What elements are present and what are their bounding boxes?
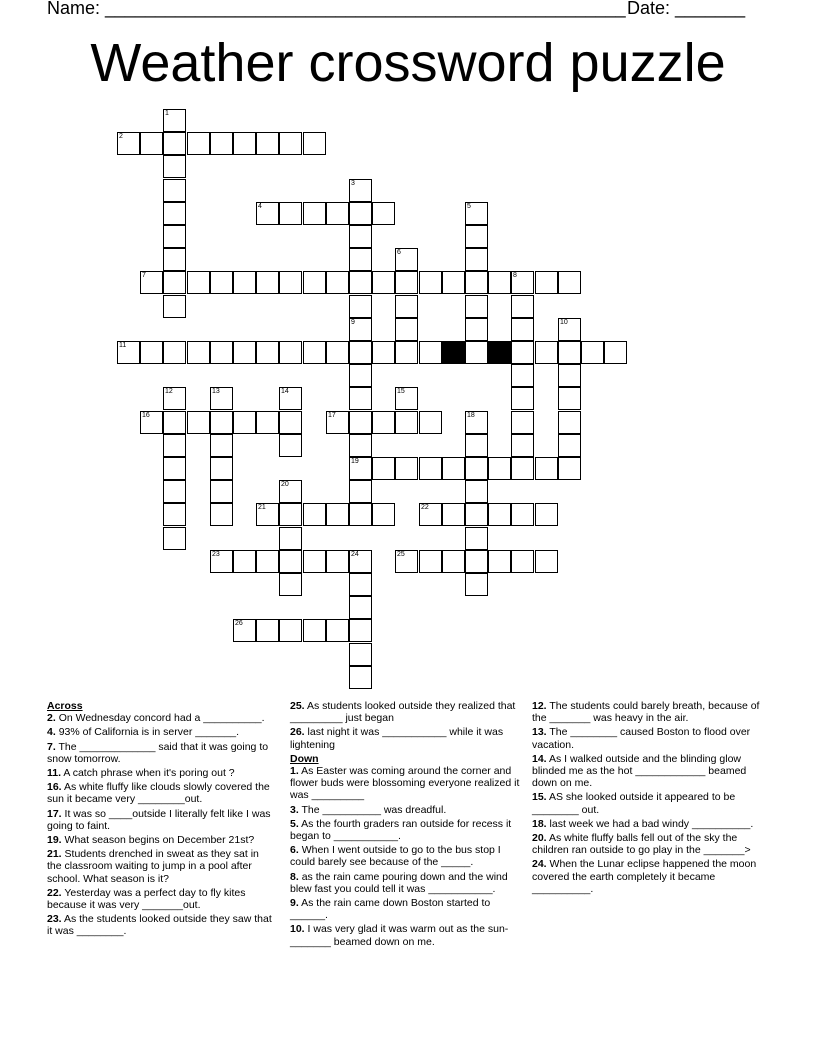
grid-cell[interactable] <box>535 457 558 480</box>
clue-number: 4. <box>47 726 56 739</box>
down-clue <box>532 858 768 895</box>
grid-cell[interactable] <box>163 109 186 132</box>
down-clue <box>290 765 522 802</box>
grid-cell[interactable] <box>210 132 233 155</box>
clue-text: The __________ was dreadful. <box>301 803 447 816</box>
grid-cell[interactable] <box>163 411 186 434</box>
clue-number-label: 15 <box>397 388 405 395</box>
grid-cell[interactable] <box>558 364 581 387</box>
grid-cell[interactable] <box>349 434 372 457</box>
grid-cell[interactable] <box>511 411 534 434</box>
grid-cell[interactable] <box>233 271 256 294</box>
clue-number: 13. <box>532 726 547 739</box>
grid-cell[interactable] <box>419 271 442 294</box>
grid-cell[interactable] <box>349 550 372 573</box>
grid-cell[interactable] <box>465 295 488 318</box>
clue-text: As students looked outside they realized that _________ just began <box>290 700 516 725</box>
grid-cell[interactable] <box>465 341 488 364</box>
grid-cell[interactable] <box>279 411 302 434</box>
grid-cell[interactable] <box>604 341 627 364</box>
grid-cell[interactable] <box>303 202 326 225</box>
grid-cell[interactable] <box>349 248 372 271</box>
grid-cell[interactable] <box>140 411 163 434</box>
grid-cell[interactable] <box>210 503 233 526</box>
clues-column-1 <box>47 700 275 940</box>
grid-cell[interactable] <box>326 619 349 642</box>
clue-number-label: 2 <box>119 133 123 140</box>
grid-cell[interactable] <box>488 550 511 573</box>
grid-cell[interactable] <box>187 411 210 434</box>
across-clue <box>290 700 522 724</box>
grid-cell[interactable] <box>419 550 442 573</box>
grid-cell[interactable] <box>372 341 395 364</box>
grid-cell[interactable] <box>349 480 372 503</box>
grid-cell[interactable] <box>163 387 186 410</box>
grid-cell[interactable] <box>233 619 256 642</box>
clue-text: Yesterday was a perfect day to fly kites because it was very _______out. <box>47 886 246 912</box>
clue-number: 11. <box>47 767 62 780</box>
grid-cell[interactable] <box>279 387 302 410</box>
clue-number-label: 5 <box>467 203 471 210</box>
clue-text: The students could barely breath, because of the _______ was heavy in the air. <box>532 700 760 725</box>
clue-text: as the rain came pouring down and the wind blew fast you could tell it was ___________. <box>290 870 508 895</box>
grid-cell[interactable] <box>465 480 488 503</box>
clue-number-label: 8 <box>513 272 517 279</box>
across-clue <box>47 767 275 779</box>
clue-text: As the students looked outside they saw that it was ________. <box>47 913 272 938</box>
down-clue <box>290 923 522 947</box>
grid-cell[interactable] <box>511 364 534 387</box>
grid-cell[interactable] <box>326 503 349 526</box>
across-clue-list-part-2 <box>290 700 522 751</box>
grid-cell[interactable] <box>279 619 302 642</box>
clue-number-label: 17 <box>328 412 336 419</box>
blocked-cell <box>442 341 465 364</box>
clue-text: As white fluffy balls fell out of the sky the children ran outside to go play in the _______> <box>532 832 751 857</box>
clue-number-label: 14 <box>281 388 289 395</box>
grid-cell[interactable] <box>256 411 279 434</box>
clue-number-label: 22 <box>421 504 429 511</box>
clue-text: A catch phrase when it's poring out ? <box>63 767 235 780</box>
grid-cell[interactable] <box>187 271 210 294</box>
clue-number-label: 1 <box>165 110 169 117</box>
grid-cell[interactable] <box>163 295 186 318</box>
clue-number-label: 13 <box>212 388 220 395</box>
clue-number-label: 26 <box>235 620 243 627</box>
grid-cell[interactable] <box>535 550 558 573</box>
grid-cell[interactable] <box>163 225 186 248</box>
grid-cell[interactable] <box>395 318 418 341</box>
grid-cell[interactable] <box>256 202 279 225</box>
grid-cell[interactable] <box>210 550 233 573</box>
clue-text: Students drenched in sweat as they sat in the classroom waiting to jump in a pool after school. What season is it? <box>47 848 259 885</box>
clue-number: 15. <box>532 791 547 804</box>
clue-text: As Easter was coming around the corner and flower buds were blossoming everyone realized it was _________ <box>290 765 520 802</box>
clue-number: 1. <box>290 765 299 778</box>
grid-cell[interactable] <box>326 271 349 294</box>
date-label: Date: <box>627 0 671 18</box>
puzzle-title: Weather crossword puzzle <box>90 33 726 93</box>
down-clue <box>532 700 768 724</box>
grid-cell[interactable] <box>279 527 302 550</box>
clue-text: 93% of California is in server _______. <box>58 726 240 739</box>
grid-cell[interactable] <box>279 480 302 503</box>
grid-cell[interactable] <box>511 387 534 410</box>
grid-cell[interactable] <box>558 341 581 364</box>
grid-cell[interactable] <box>465 434 488 457</box>
grid-cell[interactable] <box>372 411 395 434</box>
clue-number-label: 7 <box>142 272 146 279</box>
grid-cell[interactable] <box>349 503 372 526</box>
grid-cell[interactable] <box>279 434 302 457</box>
grid-cell[interactable] <box>349 179 372 202</box>
clues-column-2 <box>290 700 522 950</box>
down-clue <box>532 832 768 856</box>
across-clue <box>47 781 275 805</box>
grid-cell[interactable] <box>395 457 418 480</box>
grid-cell[interactable] <box>256 132 279 155</box>
clue-number: 25. <box>290 700 305 712</box>
name-blank-line: ____________________________________________________ <box>105 0 626 18</box>
grid-cell[interactable] <box>465 271 488 294</box>
grid-cell[interactable] <box>279 132 302 155</box>
grid-cell[interactable] <box>303 132 326 155</box>
grid-cell[interactable] <box>326 341 349 364</box>
clue-text: It was so ____outside I literally felt like I was going to faint. <box>47 807 271 832</box>
clue-text: As the rain came down Boston started to ______. <box>290 897 491 922</box>
grid-cell[interactable] <box>511 318 534 341</box>
down-clue <box>290 844 522 868</box>
grid-cell[interactable] <box>442 271 465 294</box>
across-clue <box>290 726 522 750</box>
grid-cell[interactable] <box>349 619 372 642</box>
grid-cell[interactable] <box>395 295 418 318</box>
clue-number: 20. <box>532 832 547 845</box>
grid-cell[interactable] <box>558 457 581 480</box>
down-clue-list-part-1 <box>290 765 522 948</box>
grid-cell[interactable] <box>349 411 372 434</box>
grid-cell[interactable] <box>210 457 233 480</box>
grid-cell[interactable] <box>163 434 186 457</box>
grid-cell[interactable] <box>187 341 210 364</box>
clue-number-label: 12 <box>165 388 173 395</box>
grid-cell[interactable] <box>163 480 186 503</box>
grid-cell[interactable] <box>303 341 326 364</box>
down-clue <box>290 871 522 895</box>
clue-text: last night it was ___________ while it was lightening <box>290 726 504 751</box>
clue-number: 26. <box>290 726 305 739</box>
grid-cell[interactable] <box>210 271 233 294</box>
clue-text: The ________ caused Boston to flood over vacation. <box>532 726 751 751</box>
clue-number: 17. <box>47 807 62 820</box>
down-clue <box>290 897 522 921</box>
clue-text: When I went outside to go to the bus stop I could barely see because of the _____. <box>290 844 501 869</box>
grid-cell[interactable] <box>326 411 349 434</box>
down-clue <box>532 791 768 815</box>
grid-cell[interactable] <box>465 248 488 271</box>
clue-number-label: 23 <box>212 551 220 558</box>
grid-cell[interactable] <box>349 387 372 410</box>
grid-cell[interactable] <box>419 411 442 434</box>
clue-text: As I walked outside and the blinding glow blinded me as the hot ____________ beamed down on me. <box>532 752 747 790</box>
grid-cell[interactable] <box>163 341 186 364</box>
date-blank-line: _______ <box>675 0 746 18</box>
clue-text: I was very glad it was warm out as the sun- _______ beamed down on me. <box>290 923 509 948</box>
grid-cell[interactable] <box>233 341 256 364</box>
grid-cell[interactable] <box>488 271 511 294</box>
grid-cell[interactable] <box>210 434 233 457</box>
clue-number-label: 19 <box>351 458 359 465</box>
grid-cell[interactable] <box>233 411 256 434</box>
clue-number-label: 24 <box>351 551 359 558</box>
grid-cell[interactable] <box>395 387 418 410</box>
grid-cell[interactable] <box>372 202 395 225</box>
grid-cell[interactable] <box>210 387 233 410</box>
grid-cell[interactable] <box>303 503 326 526</box>
grid-cell[interactable] <box>140 132 163 155</box>
clue-number: 3. <box>290 803 299 816</box>
grid-cell[interactable] <box>256 619 279 642</box>
grid-cell[interactable] <box>511 503 534 526</box>
grid-cell[interactable] <box>558 271 581 294</box>
grid-cell[interactable] <box>303 619 326 642</box>
grid-cell[interactable] <box>163 202 186 225</box>
grid-cell[interactable] <box>395 550 418 573</box>
clue-number: 5. <box>290 817 299 830</box>
grid-cell[interactable] <box>349 457 372 480</box>
down-clue <box>290 818 522 842</box>
grid-cell[interactable] <box>395 411 418 434</box>
grid-cell[interactable] <box>349 202 372 225</box>
across-heading: Across <box>47 700 83 712</box>
grid-cell[interactable] <box>349 643 372 666</box>
grid-cell[interactable] <box>535 341 558 364</box>
grid-cell[interactable] <box>535 271 558 294</box>
down-clue <box>290 804 522 816</box>
grid-cell[interactable] <box>256 271 279 294</box>
grid-cell[interactable] <box>279 271 302 294</box>
grid-cell[interactable] <box>279 202 302 225</box>
grid-cell[interactable] <box>349 341 372 364</box>
clue-number: 18. <box>532 817 547 830</box>
grid-cell[interactable] <box>163 155 186 178</box>
clue-text: As white fluffy like clouds slowly covered the sun it became very ________out. <box>47 781 270 806</box>
grid-cell[interactable] <box>303 271 326 294</box>
grid-cell[interactable] <box>465 503 488 526</box>
grid-cell[interactable] <box>279 550 302 573</box>
clue-text: When the Lunar eclipse happened the moon covered the earth completely it became __________. <box>532 858 757 895</box>
grid-cell[interactable] <box>465 457 488 480</box>
grid-cell[interactable] <box>163 503 186 526</box>
down-clue <box>532 726 768 750</box>
clue-text: AS she looked outside it appeared to be ________ out. <box>532 791 736 816</box>
grid-cell[interactable] <box>210 480 233 503</box>
clue-number-label: 9 <box>351 319 355 326</box>
grid-cell[interactable] <box>372 271 395 294</box>
grid-cell[interactable] <box>511 341 534 364</box>
clue-number: 7. <box>47 740 56 753</box>
grid-cell[interactable] <box>140 341 163 364</box>
grid-cell[interactable] <box>465 527 488 550</box>
grid-cell[interactable] <box>372 503 395 526</box>
grid-cell[interactable] <box>511 434 534 457</box>
clue-number-label: 10 <box>560 319 568 326</box>
clue-number-label: 20 <box>281 481 289 488</box>
grid-cell[interactable] <box>372 457 395 480</box>
grid-cell[interactable] <box>117 341 140 364</box>
clue-number: 9. <box>290 897 299 910</box>
clue-number-label: 18 <box>467 412 475 419</box>
grid-cell[interactable] <box>465 318 488 341</box>
grid-cell[interactable] <box>465 225 488 248</box>
clue-number: 14. <box>532 752 547 765</box>
grid-cell[interactable] <box>279 573 302 596</box>
clue-number: 19. <box>47 834 62 847</box>
clue-text: As the fourth graders ran outside for recess it began to ___________. <box>290 817 512 843</box>
grid-cell[interactable] <box>488 503 511 526</box>
grid-cell[interactable] <box>233 550 256 573</box>
across-clue <box>47 834 275 846</box>
grid-cell[interactable] <box>511 271 534 294</box>
grid-cell[interactable] <box>349 271 372 294</box>
clue-number-label: 6 <box>397 249 401 256</box>
grid-cell[interactable] <box>349 318 372 341</box>
grid-cell[interactable] <box>558 411 581 434</box>
across-clue <box>47 741 275 765</box>
grid-cell[interactable] <box>349 225 372 248</box>
grid-cell[interactable] <box>210 411 233 434</box>
blocked-cell <box>488 341 511 364</box>
clue-number: 10. <box>290 923 305 936</box>
grid-cell[interactable] <box>419 503 442 526</box>
grid-cell[interactable] <box>163 248 186 271</box>
grid-cell[interactable] <box>349 573 372 596</box>
grid-cell[interactable] <box>511 550 534 573</box>
grid-cell[interactable] <box>395 248 418 271</box>
grid-cell[interactable] <box>349 364 372 387</box>
across-clue-list-part-1 <box>47 712 275 937</box>
clue-number-label: 21 <box>258 504 266 511</box>
across-clue <box>47 848 275 885</box>
clue-text: The _____________ said that it was going to snow tomorrow. <box>47 740 269 765</box>
clue-number-label: 11 <box>119 342 127 349</box>
grid-cell[interactable] <box>511 457 534 480</box>
grid-cell[interactable] <box>279 503 302 526</box>
grid-cell[interactable] <box>442 503 465 526</box>
across-clue <box>47 887 275 911</box>
grid-cell[interactable] <box>163 457 186 480</box>
across-clue <box>47 712 275 724</box>
down-clue <box>532 753 768 790</box>
clue-number: 24. <box>532 858 547 871</box>
down-heading: Down <box>290 752 319 765</box>
clue-number: 16. <box>47 781 62 794</box>
grid-cell[interactable] <box>465 411 488 434</box>
grid-cell[interactable] <box>442 550 465 573</box>
grid-cell[interactable] <box>326 550 349 573</box>
grid-cell[interactable] <box>279 341 302 364</box>
down-clue <box>532 818 768 830</box>
grid-cell[interactable] <box>163 271 186 294</box>
grid-cell[interactable] <box>488 457 511 480</box>
grid-cell[interactable] <box>349 666 372 689</box>
grid-cell[interactable] <box>558 387 581 410</box>
grid-cell[interactable] <box>117 132 140 155</box>
clue-number: 2. <box>47 712 56 725</box>
clue-number: 12. <box>532 700 547 712</box>
clue-number-label: 3 <box>351 180 355 187</box>
grid-cell[interactable] <box>349 295 372 318</box>
grid-cell[interactable] <box>558 434 581 457</box>
clue-text: last week we had a bad windy __________. <box>549 817 754 830</box>
clues-column-3 <box>532 700 768 897</box>
clue-number-label: 16 <box>142 412 150 419</box>
clue-text: What season begins on December 21st? <box>64 834 255 847</box>
grid-cell[interactable] <box>465 573 488 596</box>
grid-cell[interactable] <box>395 271 418 294</box>
grid-cell[interactable] <box>465 202 488 225</box>
grid-cell[interactable] <box>256 341 279 364</box>
grid-cell[interactable] <box>163 527 186 550</box>
clue-number: 6. <box>290 844 299 857</box>
grid-cell[interactable] <box>163 132 186 155</box>
clue-text: On Wednesday concord had a __________. <box>58 712 265 725</box>
grid-cell[interactable] <box>256 550 279 573</box>
grid-cell[interactable] <box>419 341 442 364</box>
grid-cell[interactable] <box>535 503 558 526</box>
grid-cell[interactable] <box>442 457 465 480</box>
grid-cell[interactable] <box>581 341 604 364</box>
grid-cell[interactable] <box>419 457 442 480</box>
across-clue <box>47 726 275 738</box>
grid-cell[interactable] <box>140 271 163 294</box>
grid-cell[interactable] <box>210 341 233 364</box>
grid-cell[interactable] <box>163 179 186 202</box>
grid-cell[interactable] <box>349 596 372 619</box>
grid-cell[interactable] <box>187 132 210 155</box>
clue-number: 23. <box>47 913 62 926</box>
grid-cell[interactable] <box>558 318 581 341</box>
grid-cell[interactable] <box>233 132 256 155</box>
grid-cell[interactable] <box>303 550 326 573</box>
grid-cell[interactable] <box>511 295 534 318</box>
across-clue <box>47 808 275 832</box>
down-clue-list-part-2 <box>532 700 768 895</box>
clue-number: 22. <box>47 886 62 899</box>
grid-cell[interactable] <box>395 341 418 364</box>
clue-number-label: 4 <box>258 203 262 210</box>
clue-number: 8. <box>290 870 299 883</box>
clue-number: 21. <box>47 848 62 861</box>
across-clue <box>47 913 275 937</box>
name-label: Name: <box>47 0 101 18</box>
grid-cell[interactable] <box>465 550 488 573</box>
grid-cell[interactable] <box>256 503 279 526</box>
clue-number-label: 25 <box>397 551 405 558</box>
grid-cell[interactable] <box>326 202 349 225</box>
